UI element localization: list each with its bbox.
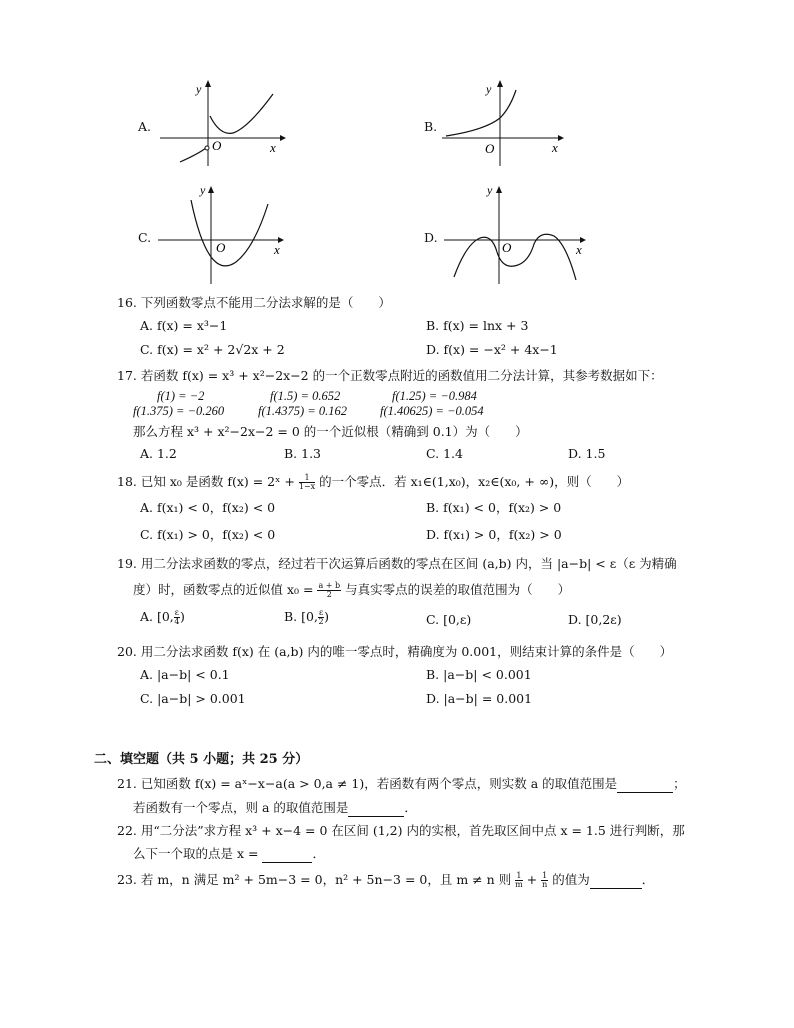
q23-f1-den: m	[515, 880, 523, 889]
q19-b-pre: B. [0,	[284, 609, 318, 624]
q23-blank[interactable]	[590, 872, 642, 889]
q18-option-b: B. f(x₁) < 0，f(x₂) > 0	[426, 500, 562, 515]
q23-f2-num: 1	[542, 871, 548, 880]
q22-line2	[133, 846, 325, 863]
q18-option-a: A. f(x₁) < 0，f(x₂) < 0	[140, 500, 276, 515]
q19-a-pre: A. [0,	[140, 609, 174, 624]
q17-data-2: f(1.5) = 0.652	[270, 389, 341, 403]
graph-d	[442, 182, 592, 286]
graph-d-o: O	[502, 240, 512, 255]
q21-line1-b: ；	[673, 776, 686, 791]
q18-stem-b: 的一个零点．若 x₁∈(1,x₀)，x₂∈(x₀, + ∞)，则（ ）	[315, 474, 630, 489]
q18-option-d: D. f(x₁) > 0，f(x₂) > 0	[426, 527, 562, 542]
graph-d-x: x	[576, 242, 582, 257]
q21-blank-2[interactable]	[348, 800, 404, 817]
q23-fraction-1	[515, 872, 523, 889]
graph-b-label: B.	[424, 119, 438, 134]
q19-b-num: ε	[318, 608, 324, 617]
q16-option-d: D. f(x) = −x² + 4x−1	[426, 342, 558, 357]
q19-option-b	[284, 609, 329, 626]
q17-data-1: f(1) = −2	[157, 389, 205, 403]
q19-option-a	[140, 609, 185, 626]
q17-option-c: C. 1.4	[426, 446, 463, 461]
q22-line2-a: 么下一个取的点是 x =	[133, 846, 263, 861]
q19-a-num: ε	[174, 608, 179, 617]
section-title: 二、填空题（共 5 小题；共 25 分）	[94, 752, 309, 767]
q23-text-a: 23. 若 m，n 满足 m² + 5m−3 = 0，n² + 5n−3 = 0，且 m ≠ n 则	[117, 872, 516, 887]
q20-option-a: A. |a−b| < 0.1	[140, 667, 230, 682]
q22-line2-b: ．	[312, 846, 325, 861]
graph-b-y: y	[486, 82, 492, 96]
graph-c-label: C.	[138, 230, 152, 245]
q19-frac-den: 2	[326, 590, 332, 599]
q23-line	[117, 872, 654, 889]
q18-stem-a: 18. 已知 x₀ 是函数 f(x) = 2ˣ +	[117, 474, 299, 489]
graph-d-label: D.	[424, 230, 438, 245]
graph-c-o: O	[216, 240, 226, 255]
q19-option-c: C. [0,ε)	[426, 612, 472, 627]
graph-c-x: x	[274, 242, 280, 257]
graph-a-o: O	[212, 138, 222, 153]
q19-b-den: 2	[318, 617, 324, 626]
q17-data-4: f(1.375) = −0.260	[133, 404, 225, 418]
graph-c	[156, 182, 291, 286]
q17-option-a: A. 1.2	[140, 446, 177, 461]
q16-option-c: C. f(x) = x² + 2√2x + 2	[140, 342, 285, 357]
q21-line1-a: 21. 已知函数 f(x) = aˣ−x−a(a > 0,a ≠ 1)，若函数有两个零点，则实数 a 的取值范围是	[117, 776, 618, 791]
q19-b-post: )	[324, 609, 329, 624]
q19-option-d: D. [0,2ε)	[568, 612, 622, 627]
q19-fraction	[317, 582, 341, 599]
q17-data-3: f(1.25) = −0.984	[392, 389, 477, 403]
q18-option-c: C. f(x₁) > 0，f(x₂) < 0	[140, 527, 276, 542]
q19-a-post: )	[179, 609, 185, 624]
q21-line1	[117, 776, 686, 793]
q17-option-d: D. 1.5	[568, 446, 606, 461]
q17-option-b: B. 1.3	[284, 446, 322, 461]
q19-line2-a: 度）时，函数零点的近似值 x₀ =	[133, 582, 318, 597]
graph-b-x: x	[552, 140, 558, 155]
q16-option-b: B. f(x) = lnx + 3	[426, 318, 529, 333]
q23-end: ．	[641, 872, 655, 887]
q18-stem	[117, 474, 629, 491]
q21-line2	[133, 800, 417, 817]
q17-data-5: f(1.4375) = 0.162	[258, 404, 347, 418]
q22-blank[interactable]	[262, 846, 312, 863]
q16-stem: 16. 下列函数零点不能用二分法求解的是（ ）	[117, 295, 391, 310]
q21-blank-1[interactable]	[617, 776, 673, 793]
q20-option-d: D. |a−b| = 0.001	[426, 691, 533, 706]
q23-f2-den: n	[542, 880, 548, 889]
graph-b	[440, 78, 570, 168]
q18-frac-den: 1−x	[298, 482, 316, 491]
graph-d-y: y	[487, 183, 493, 197]
graph-a-y: y	[196, 82, 202, 96]
q23-plus: +	[522, 872, 542, 887]
q21-line2-a: 若函数有一个零点，则 a 的取值范围是	[133, 800, 349, 815]
q23-text-b: 的值为	[548, 872, 590, 887]
q20-option-b: B. |a−b| < 0.001	[426, 667, 532, 682]
q20-stem: 20. 用二分法求函数 f(x) 在 (a,b) 内的唯一零点时，精确度为 0.001，则结束计算的条件是（ ）	[117, 644, 673, 659]
q21-line2-b: ．	[404, 800, 417, 815]
q23-f1-num: 1	[516, 871, 522, 880]
graph-b-o: O	[485, 141, 495, 156]
q19-line2	[133, 582, 570, 599]
q19-line1: 19. 用二分法求函数的零点，经过若干次运算后函数的零点在区间 (a,b) 内，当 |a−b| < ε（ε 为精确	[117, 556, 677, 571]
q18-frac-num: 1	[299, 474, 315, 483]
q22-line1: 22. 用“二分法”求方程 x³ + x−4 = 0 在区间 (1,2) 内的实根，首先取区间中点 x = 1.5 进行判断，那	[117, 823, 685, 838]
q19-line2-b: 与真实零点的误差的取值范围为（ ）	[341, 582, 571, 597]
q18-fraction	[299, 474, 315, 491]
q19-a-den: 4	[174, 617, 180, 626]
q19-frac-num: a + b	[318, 581, 341, 590]
q17-ask: 那么方程 x³ + x²−2x−2 = 0 的一个近似根（精确到 0.1）为（ ）	[133, 424, 528, 439]
graph-a	[158, 78, 288, 168]
q17-data-6: f(1.40625) = −0.054	[380, 404, 484, 418]
graph-a-label: A.	[138, 119, 152, 134]
graph-a-x: x	[270, 140, 276, 155]
graph-c-y: y	[200, 183, 206, 197]
q20-option-c: C. |a−b| > 0.001	[140, 691, 246, 706]
q17-stem: 17. 若函数 f(x) = x³ + x²−2x−2 的一个正数零点附近的函数值用二分法计算，其参考数据如下：	[117, 368, 663, 383]
q16-option-a: A. f(x) = x³−1	[140, 318, 228, 333]
